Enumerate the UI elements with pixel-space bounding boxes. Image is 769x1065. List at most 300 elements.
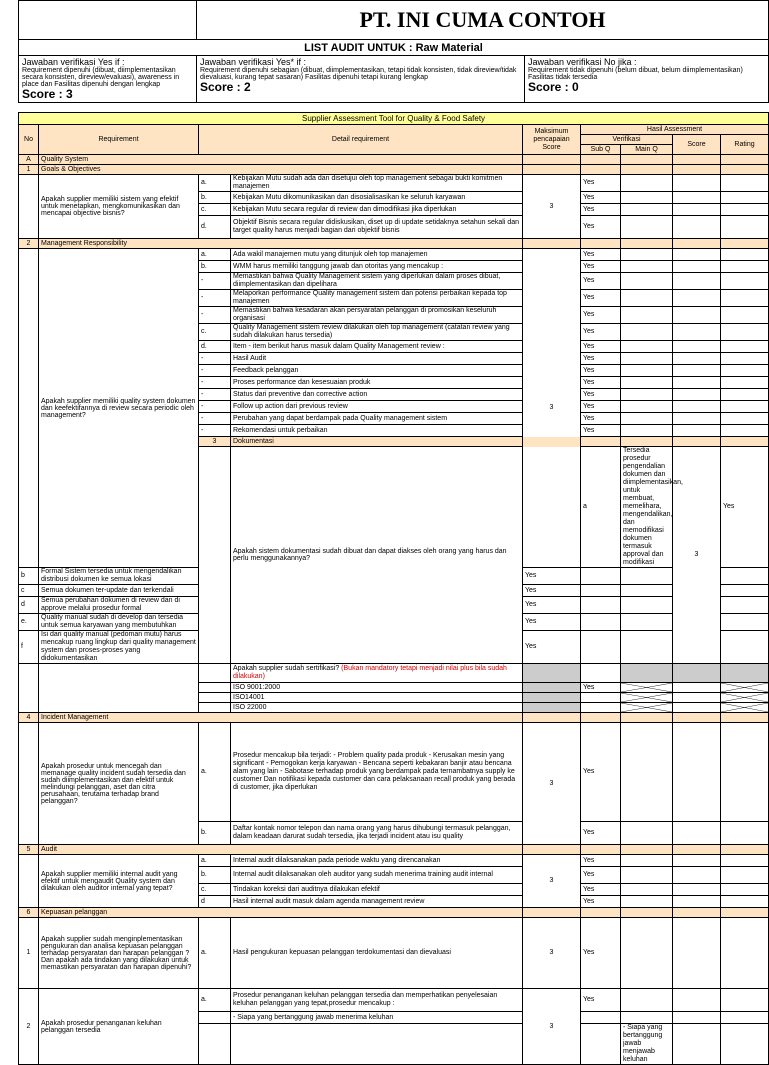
verif-mainq (621, 290, 673, 307)
rating-cell (721, 585, 769, 597)
section-label: Quality System (39, 155, 523, 165)
verif-subq: Yes (581, 249, 621, 261)
verif-subq: Yes (581, 918, 621, 989)
verif-mainq (621, 216, 673, 239)
rating-cell (721, 989, 769, 1012)
rating-cell (721, 597, 769, 614)
detail-letter: - (199, 425, 231, 437)
req-no (19, 249, 39, 568)
detail-text: Daftar kontak nomor telepon dan nama orang yang harus dihubungi termasuk pelanggan, dalam keadaan darurat sudah tersedia, jika terjadi incident atau isu quality (231, 822, 523, 845)
table-row (19, 175, 769, 192)
col-score: Score (673, 135, 721, 155)
req-text: Apakah supplier memiliki quality system dokumen dan keefektifannya di review secara periodic oleh management? (39, 249, 199, 568)
rating-cell (721, 389, 769, 401)
verif-mainq (581, 614, 621, 631)
detail-text: Quality manual sudah di develop dan tersedia untuk semua karyawan yang membutuhkan (39, 614, 199, 631)
verif-yes-partial-body: Requirement dipenuhi sebagian (dibuat, diimplementasikan, tetapi tidak konsisten, tidak direview/tidak dievaluasi, kurang tepat sasaran) Fasilitas dipenuhi tetapi kurang lengkap (200, 67, 517, 81)
col-verifikasi: Verifikasi (581, 135, 673, 145)
section-no: 1 (19, 165, 39, 175)
section-row (19, 845, 769, 855)
detail-text: Item - item berikut harus masuk dalam Quality Management review : (231, 341, 523, 353)
cert-detail (231, 693, 523, 703)
verif-subq: Yes (581, 175, 621, 192)
score-cell (621, 568, 673, 585)
detail-text: Quality Management sistem review dilakukan oleh top management (catatan review yang sudah dilakukan harus tersedia) (231, 324, 523, 341)
section-no: 6 (19, 908, 39, 918)
req-text: Apakah supplier memiliki sistem yang efektif untuk menetapkan, mengkomunikasikan dan mencapai objective bisnis? (39, 175, 199, 239)
cert-detail-text: Apakah supplier sudah sertifikasi? (233, 665, 342, 672)
score-cell (673, 192, 721, 204)
score-cell (673, 175, 721, 192)
verif-mainq (621, 855, 673, 867)
verif-subq: Yes (523, 585, 581, 597)
verif-subq: Yes (581, 401, 621, 413)
verif-mainq (621, 307, 673, 324)
rating-cell (721, 307, 769, 324)
section-label: Kepuasan pelanggan (39, 908, 523, 918)
verif-subq: Yes (581, 216, 621, 239)
req-no: 1 (19, 918, 39, 989)
detail-text: Hasil pengukuran kepuasan pelanggan terdokumentasi dan dievaluasi (231, 918, 523, 989)
score-cell (673, 273, 721, 290)
verif-subq: Yes (523, 631, 581, 664)
section-row (19, 908, 769, 918)
detail-letter: c. (199, 204, 231, 216)
score-cell (621, 614, 673, 631)
x-cell-rating (721, 683, 769, 693)
x-cell-mainq (621, 683, 673, 693)
verif-yes-partial-score: Score : 2 (200, 80, 251, 94)
score-cell (673, 723, 721, 822)
detail-text: WMM harus memiliki tanggung jawab dan otoritas yang mencakup : (231, 261, 523, 273)
x-cell-mainq (621, 693, 673, 703)
verif-mainq (581, 568, 621, 585)
col-rating: Rating (721, 135, 769, 155)
detail-letter: d. (199, 216, 231, 239)
verif-yes-partial (197, 56, 525, 103)
max-score: 3 (523, 855, 581, 908)
verif-subq: Yes (581, 867, 621, 884)
score-cell (621, 597, 673, 614)
table-row (19, 918, 769, 989)
detail-letter: b. (199, 192, 231, 204)
col-requirement: Requirement (39, 125, 199, 155)
detail-text: Prosedur penanganan keluhan pelanggan tersedia dan memperhatikan penyelesaian keluhan pelanggan yang tepat,prosedur mencakup : (231, 989, 523, 1012)
detail-text: Rekomendasi untuk perbaikan (231, 425, 523, 437)
logo-cell (19, 1, 197, 40)
detail-letter: - (199, 401, 231, 413)
header-table (18, 0, 769, 103)
verif-mainq (621, 365, 673, 377)
req-no (199, 447, 231, 664)
verif-mainq (621, 175, 673, 192)
verif-subq: Yes (581, 896, 621, 908)
detail-text: - Siapa yang bertanggung jawab menjawab keluhan (621, 1024, 673, 1065)
detail-letter: e. (19, 614, 39, 631)
max-score: 3 (523, 249, 581, 568)
verif-subq (581, 703, 621, 713)
req-text: Apakah supplier memiliki internal audit yang efektif untuk mengaudit Quality system dan dilakukan oleh auditor internal yang tepat? (39, 855, 199, 908)
detail-text: Internal audit dilaksanakan pada periode waktu yang direncanakan (231, 855, 523, 867)
detail-text: Isi dari quality manual (pedoman mutu) harus mencakup ruang lingkup dari quality management system dan proses-proses yang didokumentasikan (39, 631, 199, 664)
verif-yes (19, 56, 197, 103)
rating-cell (721, 896, 769, 908)
detail-letter: a. (199, 249, 231, 261)
verif-mainq (621, 918, 673, 989)
rating-cell (721, 290, 769, 307)
max-score: 3 (523, 175, 581, 239)
verif-mainq (621, 204, 673, 216)
detail-letter: - (199, 353, 231, 365)
detail-letter: b. (199, 822, 231, 845)
detail-letter: - (199, 273, 231, 290)
detail-text: Melaporkan performance Quality management sistem dan potensi perbaikan kepada top manajemen (231, 290, 523, 307)
verif-subq: Yes (581, 204, 621, 216)
cert-detail-text: ISO 22000 (233, 703, 267, 711)
score-cell (673, 365, 721, 377)
detail-letter: a (581, 447, 621, 568)
score-cell (673, 389, 721, 401)
verif-no-score: Score : 0 (528, 80, 579, 94)
cert-letter (199, 683, 231, 693)
rating-cell (721, 249, 769, 261)
col-no: No (19, 125, 39, 155)
verif-mainq (621, 273, 673, 290)
rating-cell (721, 413, 769, 425)
detail-letter: b. (199, 261, 231, 273)
verif-subq: Yes (581, 341, 621, 353)
verif-subq: Yes (581, 683, 621, 693)
verif-subq: Yes (581, 353, 621, 365)
detail-letter: b (19, 568, 39, 585)
cert-letter (199, 664, 231, 683)
tool-title: Supplier Assessment Tool for Quality & Food Safety (19, 113, 769, 125)
detail-text: Kebijakan Mutu sudah ada dan disetujui oleh top management sebagai bukti komitmen manajemen (231, 175, 523, 192)
rating-cell (721, 918, 769, 989)
section-no: 2 (19, 239, 39, 249)
score-cell (673, 867, 721, 884)
score-cell (673, 896, 721, 908)
rating-cell (721, 324, 769, 341)
detail-text: Tindakan koreksi dari auditnya dilakukan efektif (231, 884, 523, 896)
score-cell (673, 249, 721, 261)
table-row (19, 664, 769, 683)
verif-mainq (621, 261, 673, 273)
max-score: 3 (523, 989, 581, 1065)
verif-subq: Yes (581, 855, 621, 867)
detail-letter: - (199, 389, 231, 401)
rating-cell (721, 631, 769, 664)
req-no: 2 (19, 989, 39, 1065)
rating-cell (721, 568, 769, 585)
detail-text: Ada wakil manajemen mutu yang ditunjuk oleh top manajemen (231, 249, 523, 261)
req-text: Apakah sistem dokumentasi sudah dibuat dan dapat diakses oleh orang yang harus dan perlu menggunakannya? (231, 447, 523, 664)
detail-letter: a. (199, 175, 231, 192)
verif-no (525, 56, 769, 103)
x-cell-mainq (621, 703, 673, 713)
cert-max (523, 703, 581, 713)
rating-cell (721, 216, 769, 239)
score-cell (673, 855, 721, 867)
verif-mainq (621, 192, 673, 204)
verif-mainq (621, 896, 673, 908)
cert-max (523, 683, 581, 693)
detail-text: Proses performance dan kesesuaian produk (231, 377, 523, 389)
detail-letter: - (199, 377, 231, 389)
detail-letter: - (199, 290, 231, 307)
rating-cell (721, 867, 769, 884)
rating-cell (721, 175, 769, 192)
detail-text: Kebijakan Mutu secara regular di review dan dimodifikasi jika diperlukan (231, 204, 523, 216)
cert-detail (231, 683, 523, 693)
score-cell (673, 290, 721, 307)
rating-cell (721, 822, 769, 845)
detail-text: Internal audit dilaksanakan oleh auditor yang sudah menerima training audit internal (231, 867, 523, 884)
verif-mainq (621, 1012, 673, 1024)
verif-subq: Yes (721, 447, 769, 568)
score-cell (621, 631, 673, 664)
score-cell (673, 341, 721, 353)
detail-letter: d (199, 896, 231, 908)
detail-letter: f (19, 631, 39, 664)
table-row (19, 249, 769, 261)
col-hasil: Hasil Assessment (581, 125, 769, 135)
rating-cell (721, 855, 769, 867)
max-score: 3 (523, 918, 581, 989)
verif-mainq (621, 989, 673, 1012)
verif-subq: Yes (523, 614, 581, 631)
score-cell (673, 413, 721, 425)
col-detail: Detail requirement (199, 125, 523, 155)
detail-letter: c. (199, 324, 231, 341)
col-mainq: Main Q (621, 145, 673, 155)
rating-cell (721, 1012, 769, 1024)
detail-text: Objektif Bisnis secara regular didiskusikan, diset up di update setidaknya setahun sekali dan target quality harus menjadi bagian dari objektif bisnis (231, 216, 523, 239)
detail-text: Hasil internal audit masuk dalam agenda management review (231, 896, 523, 908)
cert-detail (231, 664, 523, 683)
score-cell (673, 822, 721, 845)
detail-text: Kebijakan Mutu dikomunikasikan dan disosialisasikan ke seluruh karyawan (231, 192, 523, 204)
detail-letter: a. (199, 918, 231, 989)
verif-subq: Yes (581, 273, 621, 290)
verif-mainq (621, 389, 673, 401)
verif-mainq (581, 631, 621, 664)
verif-mainq (621, 884, 673, 896)
detail-letter: a. (199, 855, 231, 867)
table-row (19, 989, 769, 1012)
rating-cell (721, 377, 769, 389)
verif-subq: Yes (581, 307, 621, 324)
rating-cell (721, 204, 769, 216)
detail-text: Formal Sistem tersedia untuk mengendalikan distribusi dokumen ke semua lokasi (39, 568, 199, 585)
verif-no-title: Jawaban verifikasi No jika : (528, 57, 637, 67)
max-score: 3 (673, 447, 721, 664)
score-cell (673, 353, 721, 365)
detail-letter: b. (199, 867, 231, 884)
verif-subq: Yes (581, 884, 621, 896)
section-row (19, 155, 769, 165)
verif-subq: Yes (581, 822, 621, 845)
score-cell (673, 204, 721, 216)
score-cell (673, 989, 721, 1012)
verif-subq: Yes (581, 324, 621, 341)
req-text: Apakah prosedur penanganan keluhan pelanggan tersedia (39, 989, 199, 1065)
section-label: Management Responsibility (39, 239, 523, 249)
section-no: 3 (199, 437, 231, 447)
section-label: Goals & Objectives (39, 165, 523, 175)
cert-detail-text: ISO 9001:2000 (233, 683, 281, 691)
score-cell (673, 377, 721, 389)
detail-text: Feedback pelanggan (231, 365, 523, 377)
verif-mainq (621, 822, 673, 845)
verif-yes-body: Requirement dipenuhi (dibuat, diimplementasikan secara konsisten, direview/evaluasi), awareness in place dan Fasilitas dipenuhi dengan lengkap (22, 67, 180, 88)
section-row (19, 713, 769, 723)
verif-subq (581, 664, 621, 683)
verif-mainq (621, 324, 673, 341)
detail-text: Memastikan bahwa Quality Management sistem yang diperlukan dalam proses dibuat, diimplementasikan dan dipelihara (231, 273, 523, 290)
rating-cell (721, 341, 769, 353)
max-score: 3 (523, 723, 581, 845)
table-row (19, 723, 769, 822)
table-row (19, 855, 769, 867)
section-no: A (19, 155, 39, 165)
detail-text: Semua dokumen ter-update dan terkendali (39, 585, 199, 597)
verif-mainq (621, 867, 673, 884)
verif-subq: Yes (581, 365, 621, 377)
section-no: 4 (19, 713, 39, 723)
cert-detail-text: ISO14001 (233, 693, 265, 701)
cert-letter (199, 703, 231, 713)
req-no (19, 855, 39, 908)
req-no (19, 723, 39, 845)
assessment-rows (19, 155, 769, 1065)
verif-mainq (621, 413, 673, 425)
verif-subq: Yes (581, 290, 621, 307)
verif-subq (721, 1024, 769, 1065)
detail-letter (581, 1024, 621, 1065)
cert-note: (Bukan mandatory tetapi menjadi nilai plus bila sudah dilakukan) (233, 665, 507, 680)
section-row (19, 239, 769, 249)
detail-text: Hasil Audit (231, 353, 523, 365)
detail-text: - Siapa yang bertanggung jawab menerima keluhan (231, 1012, 523, 1024)
detail-letter: c. (199, 884, 231, 896)
verif-mainq (621, 377, 673, 389)
verif-subq: Yes (581, 723, 621, 822)
verif-mainq (581, 597, 621, 614)
detail-text: Status dari preventive dan corrective action (231, 389, 523, 401)
score-cell (673, 1012, 721, 1024)
verif-mainq (621, 401, 673, 413)
verif-no-body: Requirement tidak dipenuhi (belum dibuat, belum diimplementasikan) Fasilitas tidak tersedia (528, 67, 743, 81)
cert-letter (199, 693, 231, 703)
assessment-table (18, 112, 769, 1065)
rating-cell (721, 401, 769, 413)
section-no: 5 (19, 845, 39, 855)
detail-letter: a. (199, 989, 231, 1012)
detail-letter: c (19, 585, 39, 597)
verif-subq (581, 693, 621, 703)
score-cell (673, 261, 721, 273)
verif-subq: Yes (581, 377, 621, 389)
section-label: Incident Management (39, 713, 523, 723)
section-row (19, 165, 769, 175)
verif-subq: Yes (581, 389, 621, 401)
company-title: PT. INI CUMA CONTOH (197, 1, 769, 40)
list-audit-title: LIST AUDIT UNTUK : Raw Material (19, 40, 769, 56)
cert-detail (231, 703, 523, 713)
detail-text: Memastikan bahwa kesadaran akan persyaratan pelanggan di promosikan keseluruh organisasi (231, 307, 523, 324)
detail-letter: d. (199, 341, 231, 353)
req-text: Apakah prosedur untuk mencegah dan memanage quality incident sudah tersedia dan sudah diimplementasikan dan efektif untuk melindungi pelanggan, aset dan citra perusahaan, terutama terhadap brand pelanggan? (39, 723, 199, 845)
detail-text: Tersedia prosedur pengendalian dokumen dan diimplementasikan, untuk membuat, memelihara, mengendalikan, dan memodifikasi dokumen termasuk approval dan modifikasi (621, 447, 673, 568)
detail-letter: - (199, 307, 231, 324)
score-cell (673, 307, 721, 324)
col-subq: Sub Q (581, 145, 621, 155)
rating-cell (721, 261, 769, 273)
verif-mainq (581, 585, 621, 597)
cert-no (19, 664, 39, 713)
detail-text: Semua perubahan dokumen di review dan di approve melalui prosedur formal (39, 597, 199, 614)
verif-mainq (621, 353, 673, 365)
verif-subq (581, 1012, 621, 1024)
rating-cell (721, 723, 769, 822)
x-cell-rating (721, 693, 769, 703)
section-label: Audit (39, 845, 523, 855)
section-label: Dokumentasi (231, 437, 621, 447)
req-no (19, 175, 39, 239)
verif-yes-score: Score : 3 (22, 87, 73, 101)
score-cell (673, 918, 721, 989)
detail-letter: - (199, 413, 231, 425)
detail-text: Follow up action dari previous review (231, 401, 523, 413)
req-text: Apakah supplier sudah menginplementasikan pengukuran dan analisa kepuasan pelanggan terhadap persyaratan dan harapan pelanggan ? Dan apakah ada tindakan yang dilakukan untuk memastikan persyaratan dan harapan dipenuhi? (39, 918, 199, 989)
verif-mainq (621, 425, 673, 437)
detail-letter: - (199, 365, 231, 377)
score-cell (673, 401, 721, 413)
detail-letter: a. (199, 723, 231, 822)
rating-cell (721, 353, 769, 365)
rating-cell (721, 273, 769, 290)
detail-letter: d (19, 597, 39, 614)
col-max-score: Maksimum pencapaian Score (523, 125, 581, 155)
score-cell (673, 884, 721, 896)
verif-subq: Yes (523, 568, 581, 585)
rating-cell (721, 365, 769, 377)
verif-subq: Yes (523, 597, 581, 614)
verif-subq: Yes (581, 413, 621, 425)
x-cell-rating (721, 703, 769, 713)
score-cell (673, 324, 721, 341)
verif-subq: Yes (581, 989, 621, 1012)
cert-max (523, 664, 581, 683)
cert-max (523, 693, 581, 703)
rating-cell (721, 614, 769, 631)
verif-mainq (621, 723, 673, 822)
score-cell (673, 425, 721, 437)
detail-letter (199, 1012, 231, 1024)
verif-subq: Yes (581, 261, 621, 273)
verif-mainq (621, 341, 673, 353)
rating-cell (721, 884, 769, 896)
score-cell (621, 585, 673, 597)
verif-yes-partial-title: Jawaban verifikasi Yes* if : (200, 57, 307, 67)
cert-req (39, 664, 199, 713)
rating-cell (721, 425, 769, 437)
verif-mainq (621, 249, 673, 261)
verif-subq: Yes (581, 425, 621, 437)
verif-yes-title: Jawaban verifikasi Yes if : (22, 57, 125, 67)
score-cell (673, 216, 721, 239)
